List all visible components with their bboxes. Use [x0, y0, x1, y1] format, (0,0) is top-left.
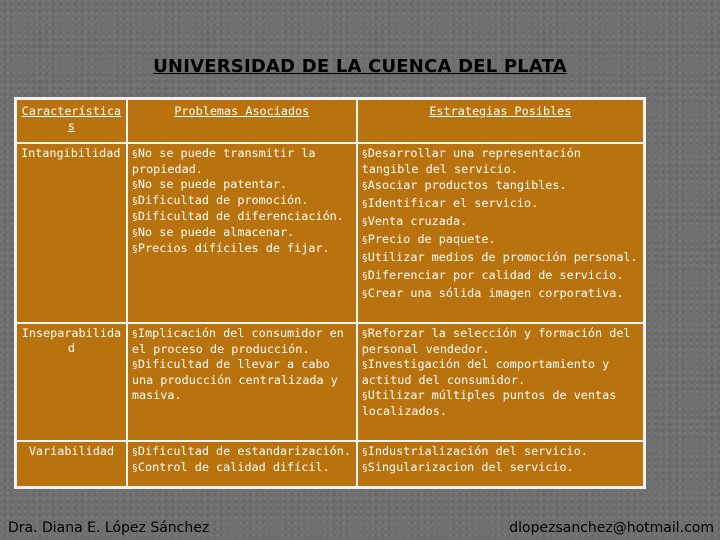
strategies-cell	[357, 441, 644, 487]
list-item: § Reforzar la selección y formación del personal vendedor.	[362, 326, 639, 357]
list-item: § Dificultad de diferenciación.	[132, 209, 352, 225]
strategies-cell	[357, 323, 644, 441]
list-item: § No se puede patentar.	[132, 177, 352, 193]
strategies-cell	[357, 143, 644, 323]
list-item: § Crear una sólida imagen corporativa.	[362, 285, 639, 303]
list-item: § Utilizar medios de promoción personal.	[362, 249, 639, 267]
list-item: § Dificultad de llevar a cabo una producción centralizada y masiva.	[132, 357, 352, 403]
author-email: dlopezsanchez@hotmail.com	[509, 520, 714, 536]
header-strategies: Estrategias Posibles	[357, 99, 644, 143]
list-item: § No se puede almacenar.	[132, 225, 352, 241]
author-name: Dra. Diana E. López Sánchez	[8, 520, 210, 536]
problems-cell	[127, 143, 357, 323]
list-item: § Implicación del consumidor en el proceso de producción.	[132, 326, 352, 357]
problems-cell	[127, 441, 357, 487]
list-item: § Dificultad de estandarización.	[132, 444, 352, 460]
list-item: § Venta cruzada.	[362, 213, 639, 231]
table-row	[16, 323, 644, 441]
table-row	[16, 143, 644, 323]
list-item: § Control de calidad difícil.	[132, 460, 352, 476]
table-row	[16, 441, 644, 487]
list-item: § Asociar productos tangibles.	[362, 177, 639, 195]
problems-cell	[127, 323, 357, 441]
list-item: § Precio de paquete.	[362, 231, 639, 249]
list-item: § Dificultad de promoción.	[132, 193, 352, 209]
characteristics-table	[14, 97, 646, 489]
list-item: § Singularizacion del servicio.	[362, 460, 639, 476]
page-title: UNIVERSIDAD DE LA CUENCA DEL PLATA	[153, 56, 567, 77]
list-item: § Utilizar múltiples puntos de ventas localizados.	[362, 388, 639, 419]
list-item: § Diferenciar por calidad de servicio.	[362, 267, 639, 285]
header-problems: Problemas Asociados	[127, 99, 357, 143]
list-item: § Industrialización del servicio.	[362, 444, 639, 460]
row-category: Inseparabilida d	[16, 323, 127, 441]
row-category: Variabilidad	[16, 441, 127, 487]
table-header-row	[16, 99, 644, 143]
list-item: § Investigación del comportamiento y actitud del consumidor.	[362, 357, 639, 388]
list-item: § Precios difíciles de fijar.	[132, 241, 352, 257]
row-category: Intangibilidad	[16, 143, 127, 323]
list-item: § Identificar el servicio.	[362, 195, 639, 213]
header-characteristics: Característica s	[16, 99, 127, 143]
list-item: § Desarrollar una representación tangible del servicio.	[362, 146, 639, 177]
list-item: § No se puede transmitir la propiedad.	[132, 146, 352, 177]
